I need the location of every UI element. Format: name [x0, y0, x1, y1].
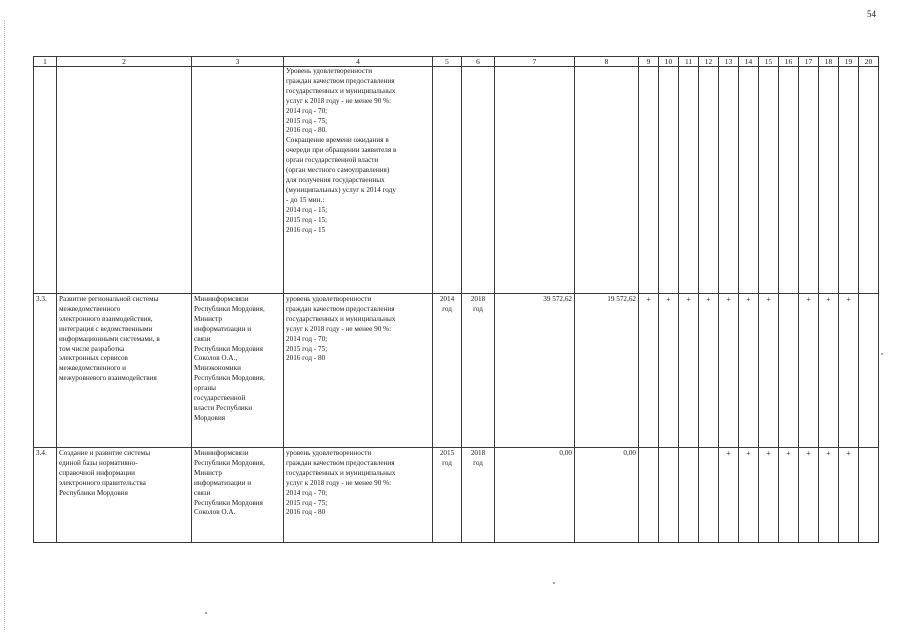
column-number: 11 [679, 57, 699, 67]
column-number: 5 [433, 57, 462, 67]
schedule-mark [679, 67, 699, 294]
schedule-mark [719, 67, 739, 294]
target-indicator: уровень удовлетворенности граждан качеством предоставления государственных и муниципальных услуг к 2018 году - не менее 90 %: 2014 год - 70; 2015 год - 75; 2016 год - 80 [284, 294, 433, 448]
scan-speck [205, 612, 207, 614]
activity-name [57, 67, 192, 294]
schedule-mark [659, 448, 679, 543]
start-year [433, 67, 462, 294]
schedule-mark: + [779, 448, 799, 543]
column-number-row [34, 57, 879, 67]
column-number: 17 [799, 57, 819, 67]
column-number: 12 [699, 57, 719, 67]
activity-executor [192, 67, 284, 294]
activity-number [34, 67, 57, 294]
column-number: 2 [57, 57, 192, 67]
schedule-mark: + [799, 448, 819, 543]
column-number: 19 [839, 57, 859, 67]
end-year: 2018 год [462, 294, 495, 448]
funding-total: 39 572,62 [495, 294, 575, 448]
schedule-mark: + [759, 448, 779, 543]
column-number: 14 [739, 57, 759, 67]
funding-budget: 19 572,62 [575, 294, 639, 448]
schedule-mark [779, 67, 799, 294]
schedule-mark [759, 67, 779, 294]
activity-executor: Мининформсвязи Республики Мордовия, Министр информатизации и связи Республики Мордовия Соколов О.А. [192, 448, 284, 543]
schedule-mark: + [819, 448, 839, 543]
start-year: 2015 год [433, 448, 462, 543]
schedule-mark [739, 67, 759, 294]
column-number: 20 [859, 57, 879, 67]
schedule-mark: + [819, 294, 839, 448]
column-number: 16 [779, 57, 799, 67]
column-number: 10 [659, 57, 679, 67]
schedule-mark: + [719, 294, 739, 448]
schedule-mark: + [839, 294, 859, 448]
column-number: 1 [34, 57, 57, 67]
column-number: 7 [495, 57, 575, 67]
target-indicator: уровень удовлетворенности граждан качеством предоставления государственных и муниципальных услуг к 2018 году - не менее 90 %: 2014 год - 70; 2015 год - 75; 2016 год - 80 [284, 448, 433, 543]
column-number: 6 [462, 57, 495, 67]
table-row [34, 448, 879, 543]
schedule-mark [639, 67, 659, 294]
page-number: 54 [867, 9, 876, 19]
schedule-mark: + [839, 448, 859, 543]
schedule-mark [799, 67, 819, 294]
binding-margin-dots [4, 20, 5, 630]
schedule-mark: + [679, 294, 699, 448]
schedule-mark [859, 294, 879, 448]
table-row [34, 294, 879, 448]
column-number: 13 [719, 57, 739, 67]
end-year [462, 67, 495, 294]
schedule-mark: + [719, 448, 739, 543]
scan-speck [881, 353, 883, 355]
scan-speck [553, 582, 555, 584]
column-number: 8 [575, 57, 639, 67]
schedule-mark [859, 67, 879, 294]
schedule-mark [699, 448, 719, 543]
activity-executor: Мининформсвязи Республики Мордовия, Министр информатизации и связи Республики Мордовия Соколов О.А., Минэкономики Республики Мордовия, органы государственной власти Республики Мордовия [192, 294, 284, 448]
column-number: 3 [192, 57, 284, 67]
column-number: 18 [819, 57, 839, 67]
schedule-mark: + [799, 294, 819, 448]
schedule-mark [819, 67, 839, 294]
schedule-mark [859, 448, 879, 543]
table-row [34, 67, 879, 294]
funding-budget [575, 67, 639, 294]
schedule-mark: + [659, 294, 679, 448]
activity-name: Создание и развитие системы единой базы нормативно- справочной информации электронного правительства Республики Мордовия [57, 448, 192, 543]
funding-budget: 0,00 [575, 448, 639, 543]
schedule-mark [839, 67, 859, 294]
end-year: 2018 год [462, 448, 495, 543]
funding-total [495, 67, 575, 294]
activity-number: 3.4. [34, 448, 57, 543]
target-indicator: Уровень удовлетворенности граждан качеством предоставления государственных и муниципальных услуг к 2018 году - не менее 90 %: 2014 год - 70; 2015 год - 75; 2016 год - 80. Сокращение времени ожидания в очереди при обращении заявителя в орган государственной власти (орган местного самоуправления) для получения государственных (муниципальных) услуг к 2014 году - до 15 мин.: 2014 год - 15; 2015 год - 15; 2016 год - 15 [284, 67, 433, 294]
schedule-mark [659, 67, 679, 294]
schedule-mark: + [699, 294, 719, 448]
start-year: 2014 год [433, 294, 462, 448]
column-number: 9 [639, 57, 659, 67]
activity-number: 3.3. [34, 294, 57, 448]
schedule-mark: + [739, 448, 759, 543]
schedule-mark: + [739, 294, 759, 448]
column-number: 15 [759, 57, 779, 67]
activity-name: Развитие региональной системы межведомственного электронного взаимодействия, интеграция с ведомственными информационными системами, в том числе разработка электронных сервисов межведомственного и межуровневого взаимодействия [57, 294, 192, 448]
schedule-mark [639, 448, 659, 543]
column-number: 4 [284, 57, 433, 67]
schedule-mark [699, 67, 719, 294]
schedule-mark: + [759, 294, 779, 448]
schedule-mark [779, 294, 799, 448]
program-activities-table [33, 56, 879, 543]
funding-total: 0,00 [495, 448, 575, 543]
schedule-mark [679, 448, 699, 543]
schedule-mark: + [639, 294, 659, 448]
